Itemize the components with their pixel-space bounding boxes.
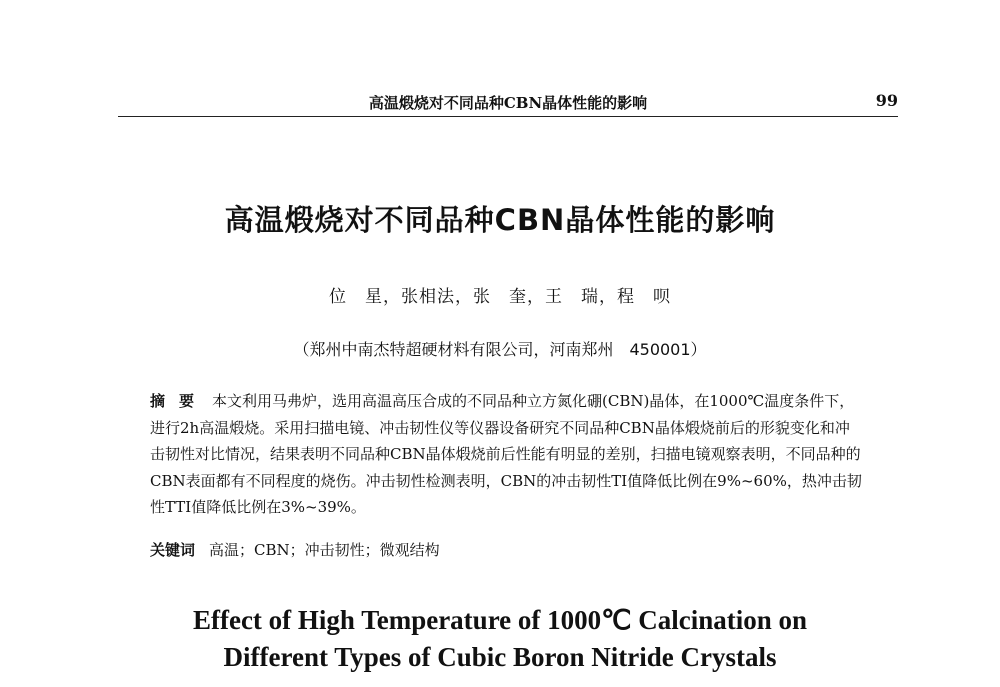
abstract-text: 本文利用马弗炉，选用高温高压合成的不同品种立方氮化硼(CBN)晶体，在1000℃温度条件下，进行2h高温煅烧。采用扫描电镜、冲击韧性仪等仪器设备研究不同品种CBN晶体煅烧前后的形貌变化和冲击韧性对比情况，结果表明不同品种CBN晶体煅烧前后性能有明显的差别，扫描电镜观察表明，不同品种的CBN表面都有不同程度的烧伤。冲击韧性检测表明，CBN的冲击韧性TI值降低比例在9%~60%，热冲击韧性TTI值降低比例在3%~39%。	[150, 392, 862, 517]
article-title-english	[0, 602, 1000, 676]
keywords	[150, 539, 862, 560]
running-title: 高温煅烧对不同品种CBN晶体性能的影响	[368, 94, 648, 112]
author-list: 位 星，张相法，张 奎，王 瑞，程 呗	[329, 287, 671, 307]
page-number: 99	[875, 91, 898, 110]
keywords-label: 关键词	[150, 541, 196, 559]
running-header	[118, 88, 898, 117]
abstract-label: 摘要	[150, 392, 209, 410]
article-title-chinese: 高温煅烧对不同品种CBN晶体性能的影响	[224, 203, 776, 237]
english-title-line-2: Different Types of Cubic Boron Nitride Crystals	[223, 642, 777, 672]
english-title-line-1: Effect of High Temperature of 1000℃ Calcination on	[192, 605, 808, 635]
abstract	[150, 388, 862, 521]
affiliation: （郑州中南杰特超硬材料有限公司，河南郑州 450001）	[293, 340, 707, 359]
keywords-text: 高温；CBN；冲击韧性；微观结构	[209, 541, 440, 559]
